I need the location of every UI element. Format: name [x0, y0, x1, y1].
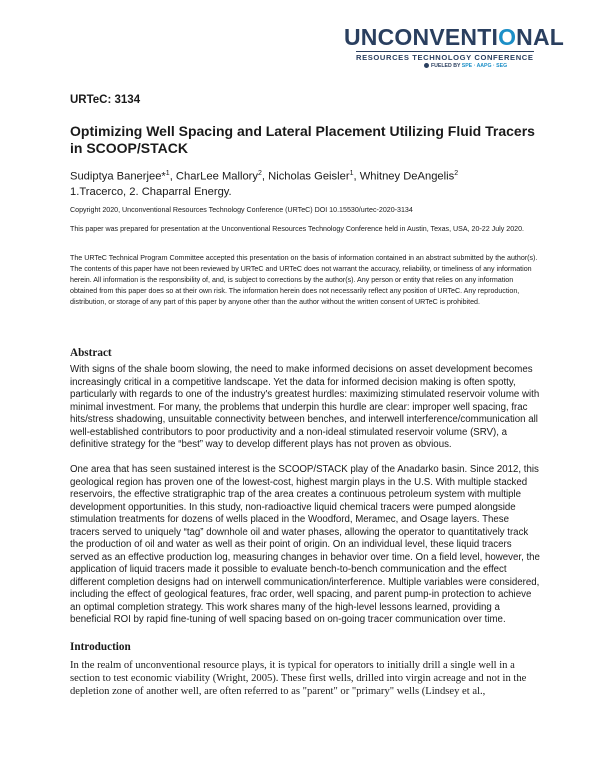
abstract-paragraph-2: One area that has seen sustained interest is the SCOOP/STACK play of the Anadarko basin. Since 2012, this geological region has proven one of the lowest-cost, highest margin plays in the U.S. With multiple stacked reservoirs, the effective stratigraphic trap of the area creates a continuous petroleum system with multiple development opportunities. In this study, non-radioactive liquid chemical tracers were pumped alongside stimulation treatments for dozens of wells placed in the Woodford, Meramec, and Osage layers. These tracers served to uniquely “tag” downhole oil and water phases, allowing the operator to quantitatively track the production of oil and water as well as their point of origin. On an individual level, these liquid tracers served as an effective production log, measuring changes in behavior over time. On a field level, however, the application of liquid tracers made it possible to evaluate bench-to-bench communication and the effect different completion designs had on interwell communication/interference. Multiple variables were considered, including the effect of geological features, frac order, well spacing, and parent pump-in protection to achieve an optimal completion strategy. This work shares many of the high-level lessons learned, providing a beneficial ROI by rapid fine-tuning of well spacing based on on-going tracer communication over time.: [70, 464, 540, 625]
abstract-heading: Abstract: [70, 347, 112, 359]
abstract-paragraph-1: With signs of the shale boom slowing, the need to make informed decisions on asset development becomes increasingly critical in a competitive landscape. Yet the data for informed decision making is often spotty, particularly with regards to one of the industry's greatest hurdles: maximizing stimulated reservoir volume with minimal investment. For many, the problems that underpin this hurdle are clear: improper well spacing, frac hits/stress shadowing, unsuitable connectivity between benches, and interwell interference/communication all well-established contributors to poor productivity and a non-ideal stimulated reservoir volume (SRV), a definitive strategy for the “best” way to develop different plays has not proven as obvious.: [70, 364, 540, 450]
author-names: Sudiptya Banerjee*$^1$, CharLee Mallory$^2$, Nicholas Geisler$^1$, Whitney DeAngelis$^2$: [70, 170, 459, 183]
logo-subtitle: RESOURCES TECHNOLOGY CONFERENCE: [356, 53, 534, 62]
conference-logo: [344, 24, 565, 72]
logo-drop-letter: O: [498, 24, 517, 50]
author-affiliations: 1.Tracerco, 2. Chaparral Energy.: [70, 185, 232, 198]
introduction-heading: Introduction: [70, 641, 131, 653]
logo-fueled-by: FUELED BY SPE · AAPG · SEG: [424, 63, 507, 69]
paper-title: Optimizing Well Spacing and Lateral Placement Utilizing Fluid Tracers in SCOOP/STACK: [70, 123, 535, 156]
paper-id: URTeC: 3134: [70, 94, 141, 106]
introduction-paragraph-1: In the realm of unconventional resource plays, it is typical for operators to initially drill a single well in a section to test economic viability (Wright, 2005). These first wells, drilled into virgin acreage and not in the depletion zone of another well, are often referred to as "parent" or "primary" wells (Lindsey et al.,: [70, 660, 527, 697]
copyright-notice: Copyright 2020, Unconventional Resources Technology Conference (URTeC) DOI 10.15530/urtec-2020-3134: [70, 206, 413, 214]
author-list: [70, 166, 550, 200]
logo-wordmark: UNCONVENTIONAL: [344, 24, 565, 50]
committee-disclaimer: The URTeC Technical Program Committee accepted this presentation on the basis of information contained in an abstract submitted by the author(s). The contents of this paper have not been reviewed by URTeC and URTeC does not warrant the accuracy, reliability, or timeliness of any information herein. All information is the responsibility of, and, is subject to corrections by the author(s). Any person or entity that relies on any information obtained from this paper does so at their own risk. The information herein does not necessarily reflect any position of URTeC. Any reproduction, distribution, or storage of any part of this paper by anyone other than the author without the written consent of URTeC is prohibited.: [70, 254, 538, 306]
presentation-notice: This paper was prepared for presentation at the Unconventional Resources Technology Conference held in Austin, Texas, USA, 20-22 July 2020.: [70, 225, 525, 233]
logo-dot-icon: [424, 63, 429, 68]
